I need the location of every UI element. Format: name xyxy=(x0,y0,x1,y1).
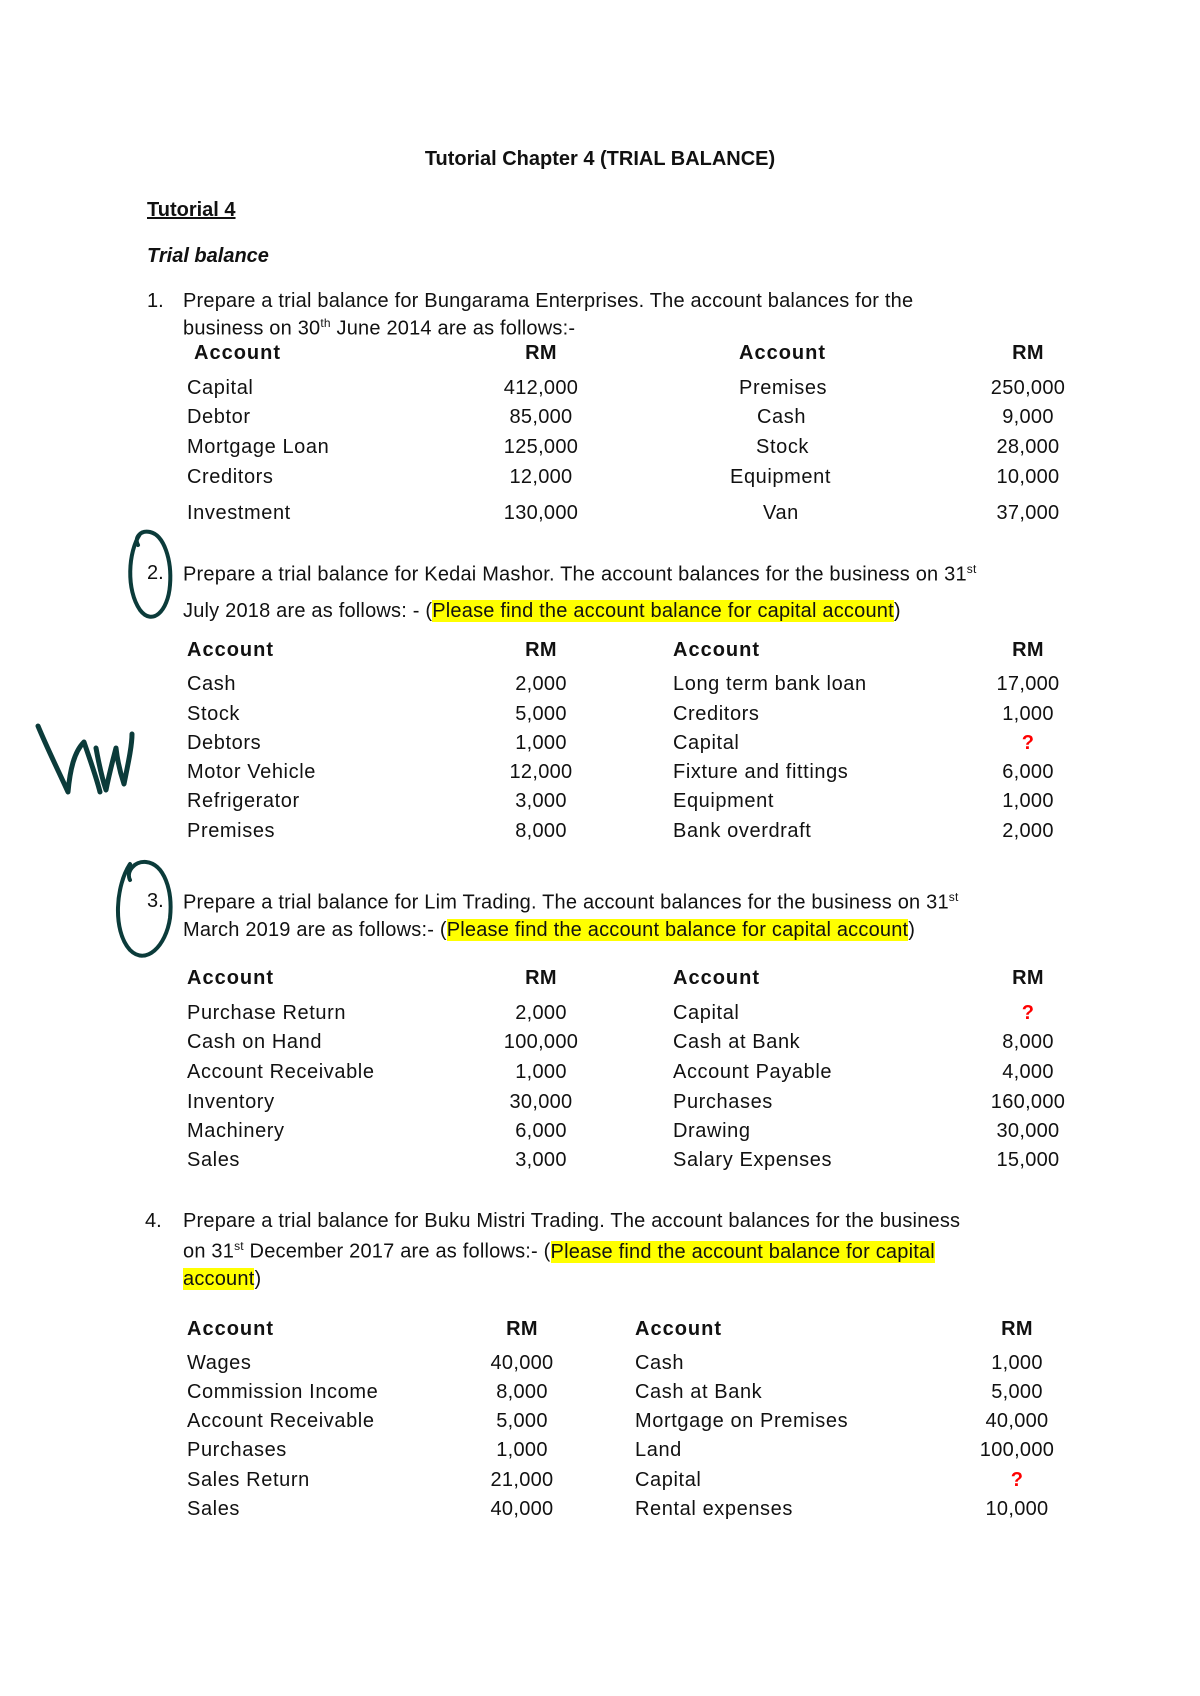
q4-row3-amount-left: 5,000 xyxy=(496,1410,548,1432)
q3-col-rm-1: RM xyxy=(525,967,557,989)
q4-row4-amount-right: 100,000 xyxy=(979,1439,1055,1461)
q3-line2 xyxy=(183,919,915,942)
q4-row6-account-left: Sales xyxy=(187,1498,241,1520)
q3-line1-a: Prepare a trial balance for Lim Trading. The account balances for the business on 31 xyxy=(183,891,949,914)
q1-line2-sup: th xyxy=(320,316,331,330)
q2-row5-account-left: Refrigerator xyxy=(187,790,300,812)
q2-line1-a: Prepare a trial balance for Kedai Mashor. The account balances for the business on 31 xyxy=(183,563,967,586)
q2-row2-account-right: Creditors xyxy=(673,703,760,725)
q3-number: 3. xyxy=(147,890,164,912)
q4-line3-b: ) xyxy=(254,1268,262,1290)
q4-row4-account-right: Land xyxy=(635,1439,682,1461)
q3-row3-amount-right: 4,000 xyxy=(1002,1061,1054,1083)
q3-row6-amount-left: 3,000 xyxy=(515,1149,567,1171)
q1-col-rm-1: RM xyxy=(525,342,557,364)
q3-row3-amount-left: 1,000 xyxy=(515,1061,567,1083)
q1-row3-amount-left: 125,000 xyxy=(503,436,579,458)
q3-row6-account-left: Sales xyxy=(187,1149,241,1171)
q2-line2-b: ) xyxy=(893,600,901,622)
q4-col-account-2: Account xyxy=(635,1318,722,1340)
hw-handwriting xyxy=(38,726,132,792)
q4-row2-amount-left: 8,000 xyxy=(496,1381,548,1403)
q3-row6-account-right: Salary Expenses xyxy=(673,1149,833,1171)
q4-col-account-1: Account xyxy=(187,1318,274,1340)
q4-row5-account-right: Capital xyxy=(635,1469,702,1491)
q1-line2-b: June 2014 are as follows:- xyxy=(330,317,576,340)
q1-row1-amount-right: 250,000 xyxy=(990,377,1066,399)
q3-line1-sup: st xyxy=(948,890,959,904)
q3-row5-account-right: Drawing xyxy=(673,1120,751,1142)
q3-line2-b: ) xyxy=(908,919,916,941)
q4-row1-amount-left: 40,000 xyxy=(490,1352,554,1374)
q1-row5-amount-right: 37,000 xyxy=(996,502,1060,524)
q3-row1-account-right: Capital xyxy=(673,1002,740,1024)
q4-col-rm-1: RM xyxy=(506,1318,538,1340)
q4-highlight-part1: Please find the account balance for capital xyxy=(550,1240,935,1263)
q1-row2-amount-left: 85,000 xyxy=(509,406,573,428)
q4-row5-account-left: Sales Return xyxy=(187,1469,310,1491)
q2-row4-account-left: Motor Vehicle xyxy=(187,761,316,783)
q1-row2-amount-right: 9,000 xyxy=(1002,406,1054,428)
q4-row5-amount-left: 21,000 xyxy=(490,1469,554,1491)
q4-row2-account-left: Commission Income xyxy=(187,1381,379,1403)
q3-row5-account-left: Machinery xyxy=(187,1120,285,1142)
q3-row5-amount-right: 30,000 xyxy=(996,1120,1060,1142)
q3-col-rm-2: RM xyxy=(1012,967,1044,989)
q4-capital-unknown: ? xyxy=(1010,1469,1024,1491)
q1-row5-account-right: Van xyxy=(763,502,799,524)
q2-row4-account-right: Fixture and fittings xyxy=(673,761,849,783)
page-title: Tutorial Chapter 4 (TRIAL BALANCE) xyxy=(424,148,776,170)
q2-line2-a: July 2018 are as follows: - ( xyxy=(183,600,433,622)
q3-row4-amount-right: 160,000 xyxy=(990,1091,1066,1113)
q1-row3-amount-right: 28,000 xyxy=(996,436,1060,458)
q2-row6-account-left: Premises xyxy=(187,820,276,842)
q2-col-account-1: Account xyxy=(187,639,274,661)
q4-row1-account-right: Cash xyxy=(635,1352,685,1374)
q1-col-account-2: Account xyxy=(739,342,826,364)
q2-row1-account-left: Cash xyxy=(187,673,237,695)
q2-highlight: Please find the account balance for capital account xyxy=(432,600,894,622)
section-heading: Trial balance xyxy=(147,245,269,267)
q3-row4-account-right: Purchases xyxy=(673,1091,773,1113)
q2-col-rm-1: RM xyxy=(525,639,557,661)
q2-col-rm-2: RM xyxy=(1012,639,1044,661)
tutorial-heading: Tutorial 4 xyxy=(147,199,236,221)
q1-row3-account-right: Stock xyxy=(756,436,810,458)
q2-row2-amount-left: 5,000 xyxy=(515,703,567,725)
q3-line2-a: March 2019 are as follows:- ( xyxy=(183,919,447,941)
q4-row6-amount-right: 10,000 xyxy=(985,1498,1049,1520)
q1-row1-account-right: Premises xyxy=(739,377,828,399)
q2-row1-amount-left: 2,000 xyxy=(515,673,567,695)
q4-highlight-part2: account xyxy=(183,1268,255,1290)
q2-capital-unknown: ? xyxy=(1021,732,1035,754)
q4-line3 xyxy=(183,1268,261,1291)
q4-number: 4. xyxy=(145,1210,162,1232)
q2-row5-amount-right: 1,000 xyxy=(1002,790,1054,812)
q4-row3-account-left: Account Receivable xyxy=(187,1410,375,1432)
q2-row6-account-right: Bank overdraft xyxy=(673,820,812,842)
q1-row4-account-left: Creditors xyxy=(187,466,274,488)
q4-row4-account-left: Purchases xyxy=(187,1439,287,1461)
q4-col-rm-2: RM xyxy=(1001,1318,1033,1340)
q1-row5-amount-left: 130,000 xyxy=(503,502,579,524)
q3-row1-amount-left: 2,000 xyxy=(515,1002,567,1024)
q1-row1-account-left: Capital xyxy=(187,377,254,399)
q2-row2-account-left: Stock xyxy=(187,703,241,725)
q3-highlight: Please find the account balance for capital account xyxy=(446,919,909,941)
q4-row3-amount-right: 40,000 xyxy=(985,1410,1049,1432)
q1-row2-account-left: Debtor xyxy=(187,406,251,428)
q1-line2 xyxy=(183,316,575,341)
q4-row4-amount-left: 1,000 xyxy=(496,1439,548,1461)
q3-col-account-1: Account xyxy=(187,967,274,989)
q2-row3-account-right: Capital xyxy=(673,732,740,754)
q2-row3-account-left: Debtors xyxy=(187,732,262,754)
q1-row5-account-left: Investment xyxy=(187,502,291,524)
q1-row3-account-left: Mortgage Loan xyxy=(187,436,330,458)
q2-row1-account-right: Long term bank loan xyxy=(673,673,867,695)
q1-row4-amount-right: 10,000 xyxy=(996,466,1060,488)
q4-row1-account-left: Wages xyxy=(187,1352,252,1374)
q1-col-account-1: Account xyxy=(194,342,281,364)
q2-row6-amount-right: 2,000 xyxy=(1002,820,1054,842)
q2-row6-amount-left: 8,000 xyxy=(515,820,567,842)
q2-row5-account-right: Equipment xyxy=(673,790,775,812)
q4-line2-a: on 31 xyxy=(183,1240,235,1263)
q4-line2 xyxy=(183,1239,935,1264)
q3-row6-amount-right: 15,000 xyxy=(996,1149,1060,1171)
q1-line2-a: business on 30 xyxy=(183,317,321,340)
q1-number: 1. xyxy=(147,290,164,312)
q1-row4-account-right: Equipment xyxy=(730,466,832,488)
q4-line1: Prepare a trial balance for Buku Mistri Trading. The account balances for the business xyxy=(183,1210,961,1232)
q3-row2-amount-right: 8,000 xyxy=(1002,1031,1054,1053)
q1-line1: Prepare a trial balance for Bungarama Enterprises. The account balances for the xyxy=(183,290,914,312)
q2-line2 xyxy=(183,600,901,623)
q4-row6-amount-left: 40,000 xyxy=(490,1498,554,1520)
q3-line1 xyxy=(183,890,959,915)
q3-row4-amount-left: 30,000 xyxy=(509,1091,573,1113)
q2-row4-amount-right: 6,000 xyxy=(1002,761,1054,783)
q4-row3-account-right: Mortgage on Premises xyxy=(635,1410,849,1432)
q3-col-account-2: Account xyxy=(673,967,760,989)
q2-row1-amount-right: 17,000 xyxy=(996,673,1060,695)
q2-row4-amount-left: 12,000 xyxy=(509,761,573,783)
q3-row3-account-right: Account Payable xyxy=(673,1061,833,1083)
q1-row2-account-right: Cash xyxy=(757,406,807,428)
q3-row4-account-left: Inventory xyxy=(187,1091,275,1113)
q4-row2-amount-right: 5,000 xyxy=(991,1381,1043,1403)
q2-row2-amount-right: 1,000 xyxy=(1002,703,1054,725)
q3-row1-account-left: Purchase Return xyxy=(187,1002,347,1024)
q2-number: 2. xyxy=(147,562,164,584)
q4-row6-account-right: Rental expenses xyxy=(635,1498,793,1520)
q2-line1-sup: st xyxy=(966,562,977,576)
q2-line1 xyxy=(183,562,977,587)
q2-col-account-2: Account xyxy=(673,639,760,661)
q2-row3-amount-left: 1,000 xyxy=(515,732,567,754)
q1-col-rm-2: RM xyxy=(1012,342,1044,364)
q4-line2-b: December 2017 are as follows:- ( xyxy=(243,1240,551,1263)
q4-line2-sup: st xyxy=(234,1239,244,1253)
q3-row3-account-left: Account Receivable xyxy=(187,1061,375,1083)
q4-row2-account-right: Cash at Bank xyxy=(635,1381,763,1403)
q2-row5-amount-left: 3,000 xyxy=(515,790,567,812)
q3-row2-account-right: Cash at Bank xyxy=(673,1031,801,1053)
q4-row1-amount-right: 1,000 xyxy=(991,1352,1043,1374)
q1-row1-amount-left: 412,000 xyxy=(503,377,579,399)
q1-row4-amount-left: 12,000 xyxy=(509,466,573,488)
q3-row2-amount-left: 100,000 xyxy=(503,1031,579,1053)
q3-row5-amount-left: 6,000 xyxy=(515,1120,567,1142)
q3-capital-unknown: ? xyxy=(1021,1002,1035,1024)
q3-row2-account-left: Cash on Hand xyxy=(187,1031,323,1053)
